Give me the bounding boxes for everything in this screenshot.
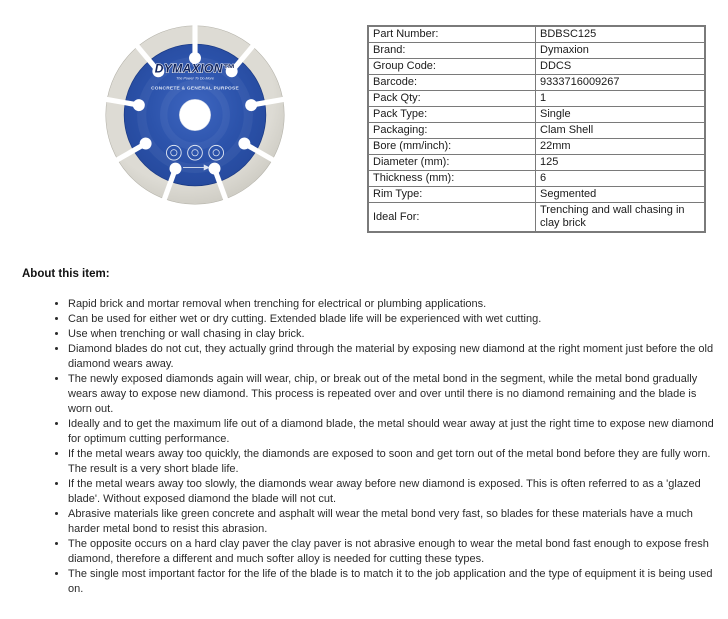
spec-value: BDBSC125 (536, 26, 706, 43)
spec-label: Rim Type: (368, 187, 536, 203)
spec-label: Thickness (mm): (368, 171, 536, 187)
spec-value: 1 (536, 91, 706, 107)
spec-value: Clam Shell (536, 123, 706, 139)
spec-row (368, 59, 705, 75)
spec-row (368, 26, 705, 43)
spec-label: Diameter (mm): (368, 155, 536, 171)
spec-label: Bore (mm/inch): (368, 139, 536, 155)
list-item: • Use when trenching or wall chasing in clay brick. (68, 327, 723, 342)
spec-label: Group Code: (368, 59, 536, 75)
spec-value: 22mm (536, 139, 706, 155)
diamond-blade-image (103, 23, 287, 207)
spec-value: 125 (536, 155, 706, 171)
spec-row (368, 203, 705, 233)
spec-value: Dymaxion (536, 43, 706, 59)
list-item: • Can be used for either wet or dry cutting. Extended blade life will be experienced with wet cutting. (68, 312, 723, 327)
spec-label: Ideal For: (368, 203, 536, 233)
spec-value: Single (536, 107, 706, 123)
spec-row (368, 139, 705, 155)
spec-label: Brand: (368, 43, 536, 59)
list-item: • If the metal wears away too slowly, the diamonds wear away before new diamond is exposed. This is often referred to as a 'glazed blade'. Without exposed diamond the blade will not cut. (68, 477, 723, 507)
spec-table (367, 25, 706, 233)
list-item: • Abrasive materials like green concrete and asphalt will wear the metal bond very fast, so blades for these materials have a much harder metal bond to resist this abrasion. (68, 507, 723, 537)
list-item: • Diamond blades do not cut, they actually grind through the material by exposing new diamond at the right moment just before the old diamond wears away. (68, 342, 723, 372)
list-item: • Rapid brick and mortar removal when trenching for electrical or plumbing applications. (68, 297, 723, 312)
spec-label: Barcode: (368, 75, 536, 91)
bore-hole (179, 99, 210, 130)
brand-logo-text: DYMAXION™ (154, 61, 236, 76)
spec-value: Trenching and wall chasing in clay brick (536, 203, 706, 233)
spec-value: Segmented (536, 187, 706, 203)
spec-row (368, 43, 705, 59)
brand-tagline-text: The Power To Do More (176, 76, 214, 81)
spec-label: Part Number: (368, 26, 536, 43)
list-item: • Ideally and to get the maximum life out of a diamond blade, the metal should wear away at just the right time to expose new diamond for optimum cutting performance. (68, 417, 723, 447)
list-item: • The newly exposed diamonds again will wear, chip, or break out of the metal bond in the segment, while the metal bond gradually wears away to expose new diamond. This process is repeated over and over until there is no diamond remaining and the blade is worn out. (68, 372, 723, 417)
product-image (103, 23, 287, 207)
list-item: • The opposite occurs on a hard clay paver the clay paver is not abrasive enough to wear the metal bond fast enough to expose fresh diamond, therefore a different and much softer alloy is needed for cutting these types. (68, 537, 723, 567)
spec-row (368, 123, 705, 139)
spec-row (368, 187, 705, 203)
spec-label: Packaging: (368, 123, 536, 139)
spec-row (368, 171, 705, 187)
list-item: • If the metal wears away too quickly, the diamonds are exposed to soon and get torn out of the metal bond before they are fully worn. The result is a very short blade life. (68, 447, 723, 477)
spec-row (368, 155, 705, 171)
spec-label: Pack Type: (368, 107, 536, 123)
about-list (50, 297, 723, 597)
blade-type-label: CONCRETE & GENERAL PURPOSE (151, 86, 239, 92)
spec-value: 9333716009267 (536, 75, 706, 91)
list-item: • The single most important factor for the life of the blade is to match it to the job application and the type of equipment it is being used on. (68, 567, 723, 597)
spec-row (368, 91, 705, 107)
about-heading: About this item: (22, 268, 110, 280)
spec-row (368, 107, 705, 123)
spec-value: 6 (536, 171, 706, 187)
spec-label: Pack Qty: (368, 91, 536, 107)
spec-value: DDCS (536, 59, 706, 75)
spec-row (368, 75, 705, 91)
